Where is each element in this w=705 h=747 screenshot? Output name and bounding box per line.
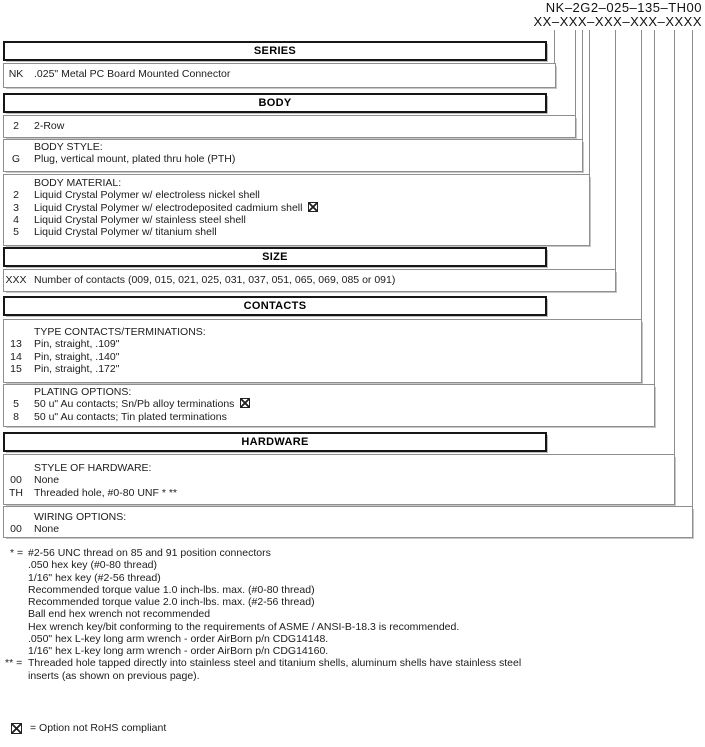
part-number-block — [534, 1, 702, 28]
not-rohs-icon — [240, 398, 250, 408]
option-row — [4, 120, 575, 132]
rohs-legend — [11, 722, 166, 734]
option-desc: .025" Metal PC Board Mounted Connector — [34, 68, 231, 80]
option-desc: Plug, vertical mount, plated thru hole (PTH) — [34, 153, 236, 166]
section-title: CONTACTS — [243, 300, 307, 312]
connector-line-body-style — [582, 30, 583, 139]
footnote-line — [0, 559, 705, 571]
option-row — [4, 189, 589, 201]
footnote-marker-double-star: ** = — [5, 657, 23, 670]
option-desc: Threaded hole, #0-80 UNF * ** — [34, 486, 177, 499]
footnote-line — [0, 584, 705, 596]
connector-line-series — [554, 30, 555, 63]
footnote-text: 1/16" hex key (#2-56 thread) — [28, 571, 161, 584]
footnote-marker-star: * = — [10, 547, 24, 559]
group-label-row — [4, 141, 582, 153]
connector-line-contact-type — [641, 30, 642, 319]
option-code: G — [11, 153, 21, 166]
footnote-text: .050" hex L-key long arm wrench - order AirBorn p/n CDG14148. — [28, 632, 329, 645]
group-label: TYPE CONTACTS/TERMINATIONS: — [34, 326, 206, 338]
section-header-size — [3, 247, 547, 267]
options-box-plating — [3, 384, 655, 427]
footnote-text: 1/16" hex L-key long arm wrench - order AirBorn p/n CDG14160. — [28, 645, 329, 657]
section-header-contacts — [3, 296, 547, 316]
section-title: HARDWARE — [241, 436, 309, 448]
options-box-body-material — [3, 174, 590, 246]
option-desc: Pin, straight, .140" — [34, 350, 120, 363]
footnote-text: Threaded hole tapped directly into stainless steel and titanium shells, aluminum shells have stainless steel — [28, 657, 522, 670]
option-code: 15 — [10, 362, 22, 375]
connector-line-plating — [654, 30, 655, 384]
option-row — [4, 214, 589, 226]
section-header-body — [3, 93, 547, 113]
part-number-mask: XX–XXX–XXX–XXX–XXXX — [533, 13, 702, 29]
option-code: 00 — [10, 523, 22, 536]
group-label: BODY MATERIAL: — [34, 177, 122, 189]
options-box-hardware-style — [3, 454, 675, 505]
option-desc: Number of contacts (009, 015, 021, 025, 031, 037, 051, 065, 069, 085 or 091) — [34, 274, 396, 286]
option-desc: Liquid Crystal Polymer w/ stainless steel shell — [34, 213, 246, 226]
footnote-line — [0, 547, 705, 559]
option-code: 3 — [13, 201, 19, 214]
footnote-line — [0, 596, 705, 608]
footnote-text: Hex wrench key/bit conforming to the requirements of ASME / ANSI-B-18.3 is recommended. — [28, 620, 460, 633]
section-header-hardware — [3, 432, 547, 452]
option-desc: Liquid Crystal Polymer w/ electroless nickel shell — [34, 189, 260, 202]
group-label: WIRING OPTIONS: — [34, 511, 127, 523]
footnote-text: .050 hex key (#0-80 thread) — [28, 559, 157, 572]
option-row — [4, 351, 641, 363]
option-desc: 2-Row — [34, 120, 65, 132]
box-x-icon — [11, 723, 22, 734]
section-title: SIZE — [262, 251, 288, 263]
option-desc: None — [34, 474, 60, 487]
option-row — [4, 411, 654, 423]
group-label: PLATING OPTIONS: — [34, 386, 132, 398]
option-row — [4, 363, 641, 375]
options-box-contact-type — [3, 319, 642, 383]
footnote-line — [0, 572, 705, 584]
group-label: BODY STYLE: — [34, 141, 103, 153]
connector-line-body-rows — [575, 30, 576, 115]
connector-line-hardware-style — [674, 30, 675, 454]
option-code: XXX — [5, 274, 27, 286]
footnote-line — [0, 645, 705, 657]
footnote-text: inserts (as shown on previous page). — [28, 669, 200, 682]
option-row — [4, 398, 654, 410]
footnote-line — [0, 608, 705, 620]
legend-text: = Option not RoHS compliant — [30, 722, 167, 734]
group-label-row — [4, 326, 641, 338]
group-label: STYLE OF HARDWARE: — [34, 462, 152, 474]
options-box-body-style — [3, 139, 583, 172]
option-code: 5 — [13, 398, 19, 411]
option-code: 4 — [13, 213, 19, 226]
footnote-text: Recommended torque value 1.0 inch-lbs. max. (#0-80 thread) — [28, 583, 315, 596]
options-box-series — [3, 63, 556, 88]
option-code: NK — [8, 68, 24, 80]
footnote-line — [0, 670, 705, 682]
not-rohs-icon — [308, 202, 318, 212]
group-label-row — [4, 462, 674, 474]
option-row — [4, 202, 589, 214]
option-row — [4, 474, 674, 486]
option-desc: Pin, straight, .172" — [34, 362, 120, 375]
option-row — [4, 487, 674, 499]
section-header-series — [3, 41, 547, 61]
options-box-body-rows — [3, 115, 576, 138]
option-row — [4, 153, 582, 165]
footnote-text: Ball end hex wrench not recommended — [28, 608, 211, 621]
option-code: 13 — [10, 338, 22, 351]
footnote-line — [0, 633, 705, 645]
section-title: BODY — [258, 97, 292, 109]
section-title: SERIES — [253, 45, 297, 57]
connector-line-wiring — [692, 30, 693, 506]
footnote-line — [0, 657, 705, 669]
options-box-size — [3, 269, 616, 292]
option-row — [4, 226, 589, 238]
options-box-wiring — [3, 506, 693, 538]
connector-line-body-material — [589, 30, 590, 174]
connector-line-size — [615, 30, 616, 269]
footnote-text: Recommended torque value 2.0 inch-lbs. max. (#2-56 thread) — [28, 596, 315, 608]
option-desc: 50 u" Au contacts; Sn/Pb alloy terminations — [34, 398, 235, 411]
option-desc: 50 u" Au contacts; Tin plated terminations — [34, 410, 227, 423]
option-code: 2 — [13, 189, 19, 202]
group-label-row — [4, 511, 692, 523]
option-code: 5 — [13, 226, 19, 239]
option-desc: Pin, straight, .109" — [34, 338, 120, 351]
option-code: 2 — [13, 120, 19, 132]
footnotes-block — [0, 547, 705, 682]
option-desc: Liquid Crystal Polymer w/ electrodeposited cadmium shell — [34, 201, 303, 214]
group-label-row — [4, 177, 589, 189]
option-code: 8 — [13, 410, 19, 423]
option-row — [4, 523, 692, 535]
option-desc: Liquid Crystal Polymer w/ titanium shell — [34, 226, 217, 239]
option-desc: None — [34, 523, 60, 536]
option-code: 00 — [10, 474, 22, 487]
footnote-text: #2-56 UNC thread on 85 and 91 position connectors — [28, 547, 271, 559]
option-row — [4, 274, 615, 286]
option-code: TH — [9, 486, 23, 499]
group-label-row — [4, 386, 654, 398]
option-row — [4, 338, 641, 350]
part-number-example: NK–2G2–025–135–TH00 — [545, 0, 702, 15]
footnote-line — [0, 621, 705, 633]
option-code: 14 — [10, 350, 22, 363]
option-row — [4, 68, 555, 80]
